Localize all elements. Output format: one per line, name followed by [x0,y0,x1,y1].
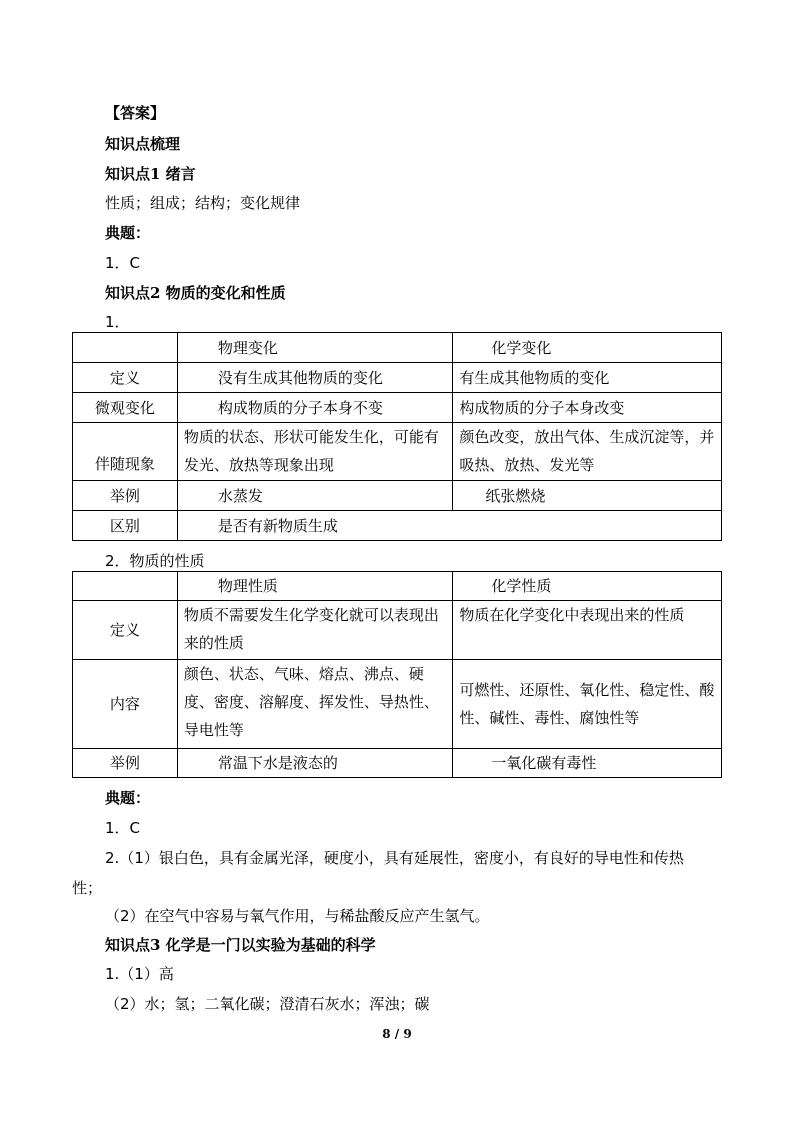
table-cell: 构成物质的分子本身不变 [177,393,453,423]
table-cell: 纸张燃烧 [453,481,722,511]
kp2-title: 知识点2 物质的变化和性质 [105,284,286,302]
kp3-title: 知识点3 化学是一门以实验为基础的科学 [105,936,376,954]
table-cell: 一氧化碳有毒性 [453,749,722,778]
table-cell: 物质在化学变化中表现出来的性质 [453,601,722,660]
table-cell: 构成物质的分子本身改变 [453,393,722,423]
kp3-answer-1: 1.（1）高 [105,965,174,983]
table-row [73,749,722,778]
kp1-text: 性质；组成；结构；变化规律 [105,194,301,212]
answer-header: 【答案】 [105,104,166,122]
kp1-example-answer: 1．C [105,254,141,272]
row-label: 伴随现象 [73,423,178,481]
row-label: 区别 [73,511,178,541]
table-cell: 是否有新物质生成 [177,511,721,541]
row-label: 定义 [73,601,178,660]
table-row [73,363,722,393]
row-label: 定义 [73,363,178,393]
changes-table [72,332,722,541]
table-row [73,660,722,749]
table-cell: 颜色改变，放出气体、生成沉淀等，并吸热、放热、发光等 [453,423,722,481]
table-cell: 没有生成其他物质的变化 [177,363,453,393]
kp2-item2-label: 2．物质的性质 [105,552,205,570]
row-label: 内容 [73,660,178,749]
table-header-cell [73,572,178,601]
table-cell: 水蒸发 [177,481,453,511]
kp2-answer-2-cont: 性； [72,879,103,897]
table-cell: 常温下水是液态的 [177,749,453,778]
table-row [73,572,722,601]
table-row [73,511,722,541]
page-number: 8 / 9 [382,1027,412,1041]
table-header-cell [73,333,178,363]
table-row [73,333,722,363]
table-header-cell: 物理性质 [177,572,453,601]
table-row [73,601,722,660]
section-title: 知识点梳理 [105,135,181,153]
row-label: 微观变化 [73,393,178,423]
table-cell: 颜色、状态、气味、熔点、沸点、硬度、密度、溶解度、挥发性、导热性、导电性等 [177,660,453,749]
row-label: 举例 [73,749,178,778]
table-cell: 物质不需要发生化学变化就可以表现出来的性质 [177,601,453,660]
kp2-answer-3: （2）在空气中容易与氧气作用，与稀盐酸反应产生氢气。 [105,907,490,925]
table-cell: 有生成其他物质的变化 [453,363,722,393]
kp2-answer-2: 2.（1）银白色，具有金属光泽，硬度小，具有延展性，密度小，有良好的导电性和传热 [105,849,684,867]
kp2-example-label: 典题： [105,789,151,807]
table-row [73,481,722,511]
properties-table [72,571,722,778]
kp3-answer-2: （2）水；氢；二氧化碳；澄清石灰水；浑浊；碳 [105,995,430,1013]
kp2-item1-label: 1． [105,313,130,331]
kp1-title: 知识点1 绪言 [105,165,196,183]
table-row [73,423,722,481]
row-label: 举例 [73,481,178,511]
table-header-cell: 化学性质 [453,572,722,601]
table-row [73,393,722,423]
table-cell: 物质的状态、形状可能发生化，可能有发光、放热等现象出现 [177,423,453,481]
table-header-cell: 化学变化 [453,333,722,363]
table-header-cell: 物理变化 [177,333,453,363]
kp1-example-label: 典题： [105,224,151,242]
kp2-answer-1: 1．C [105,819,141,837]
table-cell: 可燃性、还原性、氧化性、稳定性、酸性、碱性、毒性、腐蚀性等 [453,660,722,749]
